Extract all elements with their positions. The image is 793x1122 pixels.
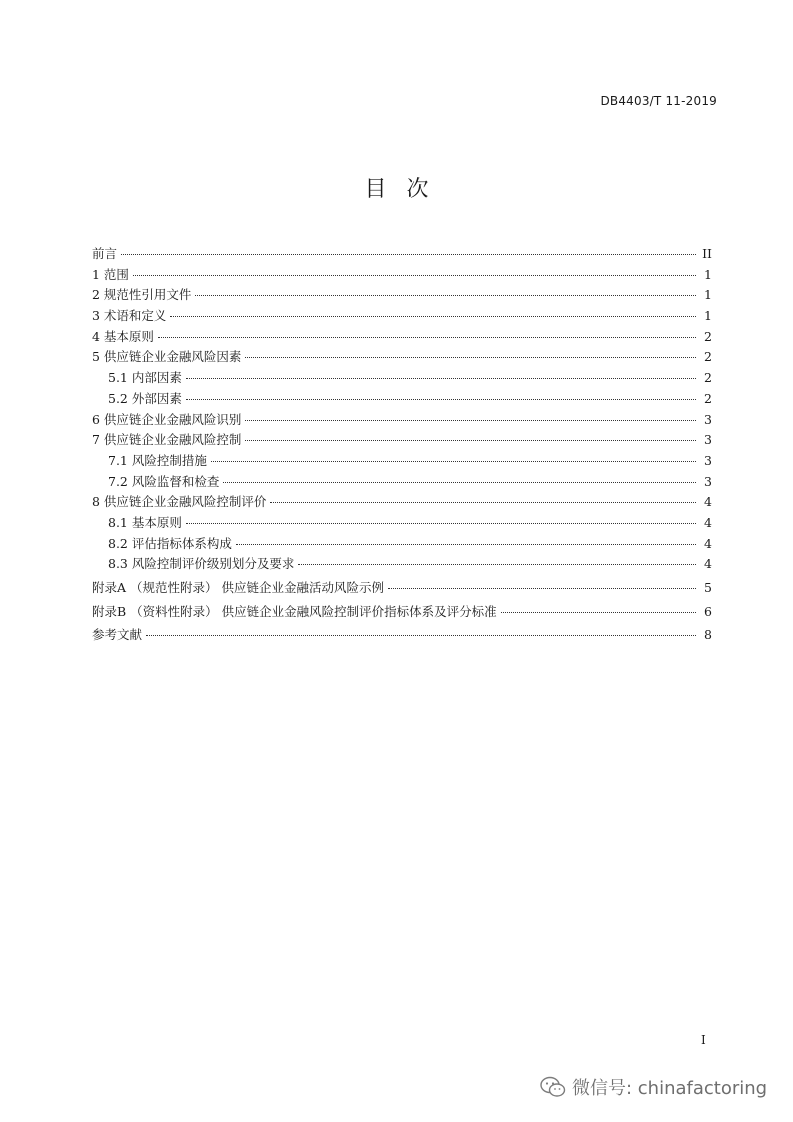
toc-entry-label: 8.3 风险控制评价级别划分及要求 xyxy=(108,556,295,572)
toc-entry[interactable] xyxy=(92,285,712,306)
dot-leader xyxy=(186,378,696,379)
toc-entry[interactable] xyxy=(92,430,712,451)
dot-leader xyxy=(270,502,696,503)
toc-entry[interactable] xyxy=(92,513,712,534)
dot-leader xyxy=(186,523,696,524)
toc-entry-label: 7 供应链企业金融风险控制 xyxy=(92,432,242,448)
dot-leader xyxy=(298,564,696,565)
toc-entry[interactable] xyxy=(92,368,712,389)
toc-entry-page: 5 xyxy=(704,580,712,595)
toc-entry-label: 8 供应链企业金融风险控制评价 xyxy=(92,494,267,510)
toc-entry-page: 1 xyxy=(704,266,712,282)
toc-entry-page: II xyxy=(702,246,712,261)
toc-entry[interactable] xyxy=(92,602,712,623)
dot-leader xyxy=(245,440,696,441)
toc-entry[interactable] xyxy=(92,410,712,431)
dot-leader xyxy=(501,612,696,613)
toc-entry-page: 6 xyxy=(704,603,712,619)
toc-entry-label: 附录B （资料性附录） 供应链企业金融风险控制评价指标体系及评分标准 xyxy=(92,603,497,619)
toc-entry-page: 8 xyxy=(704,627,712,643)
toc-entry[interactable] xyxy=(92,578,712,599)
toc-entry-page: 2 xyxy=(704,349,712,365)
toc-entry-page: 3 xyxy=(704,473,712,489)
dot-leader xyxy=(121,254,696,255)
toc-title: 目次 xyxy=(364,177,449,202)
dot-leader xyxy=(170,316,696,317)
toc-entry-label: 3 术语和定义 xyxy=(92,308,167,324)
dot-leader xyxy=(186,399,696,400)
dot-leader xyxy=(223,482,696,483)
toc-entry[interactable] xyxy=(92,244,712,265)
toc-entry[interactable] xyxy=(92,306,712,327)
dot-leader xyxy=(195,295,696,296)
toc-entry[interactable] xyxy=(92,492,712,513)
dot-leader xyxy=(245,357,696,358)
toc-entry[interactable] xyxy=(92,451,712,472)
toc-entry-label: 8.1 基本原则 xyxy=(108,514,182,530)
toc-entry-page: 3 xyxy=(704,432,712,448)
dot-leader xyxy=(158,337,696,338)
dot-leader xyxy=(388,588,696,589)
toc-entry[interactable] xyxy=(92,625,712,646)
toc-entry-label: 6 供应链企业金融风险识别 xyxy=(92,411,242,427)
toc-entry-label: 7.2 风险监督和检查 xyxy=(108,473,220,489)
toc-entry[interactable] xyxy=(92,327,712,348)
toc-entry-label: 8.2 评估指标体系构成 xyxy=(108,535,232,551)
wechat-watermark xyxy=(540,1074,767,1100)
page-number: I xyxy=(701,1033,706,1047)
toc-entry-page: 4 xyxy=(704,556,712,572)
dot-leader xyxy=(245,420,696,421)
toc-entry-page: 3 xyxy=(704,452,712,468)
toc-entry-label: 4 基本原则 xyxy=(92,328,154,344)
toc-entry-page: 1 xyxy=(704,308,712,324)
toc-entry-page: 4 xyxy=(704,494,712,510)
dot-leader xyxy=(133,275,696,276)
dot-leader xyxy=(236,544,696,545)
dot-leader xyxy=(211,461,696,462)
toc-entry[interactable] xyxy=(92,534,712,555)
toc-entry-label: 2 规范性引用文件 xyxy=(92,287,192,303)
toc-entry-page: 2 xyxy=(704,370,712,386)
toc-entry-label: 1 范围 xyxy=(92,266,129,282)
toc-entry-page: 3 xyxy=(704,411,712,427)
toc-entry-label: 5.2 外部因素 xyxy=(108,390,182,406)
toc-entry[interactable] xyxy=(92,554,712,575)
toc-entry-label: 5 供应链企业金融风险因素 xyxy=(92,349,242,365)
toc-entry-label: 7.1 风险控制措施 xyxy=(108,452,207,468)
table-of-contents xyxy=(92,244,712,646)
toc-entry-label: 5.1 内部因素 xyxy=(108,370,182,386)
toc-entry-page: 2 xyxy=(704,390,712,406)
toc-entry[interactable] xyxy=(92,347,712,368)
wechat-icon xyxy=(540,1076,566,1098)
toc-entry[interactable] xyxy=(92,265,712,286)
toc-entry-page: 2 xyxy=(704,328,712,344)
toc-entry-label: 附录A （规范性附录） 供应链企业金融活动风险示例 xyxy=(92,580,384,595)
toc-entry-page: 4 xyxy=(704,514,712,530)
watermark-text: 微信号: chinafactoring xyxy=(572,1078,768,1099)
toc-entry-page: 1 xyxy=(704,287,712,303)
toc-entry-label: 参考文献 xyxy=(92,627,143,643)
toc-entry-label: 前言 xyxy=(92,246,118,261)
toc-entry[interactable] xyxy=(92,389,712,410)
dot-leader xyxy=(146,635,696,636)
toc-entry-page: 4 xyxy=(704,535,712,551)
toc-entry[interactable] xyxy=(92,472,712,493)
document-code: DB4403/T 11-2019 xyxy=(600,94,717,108)
